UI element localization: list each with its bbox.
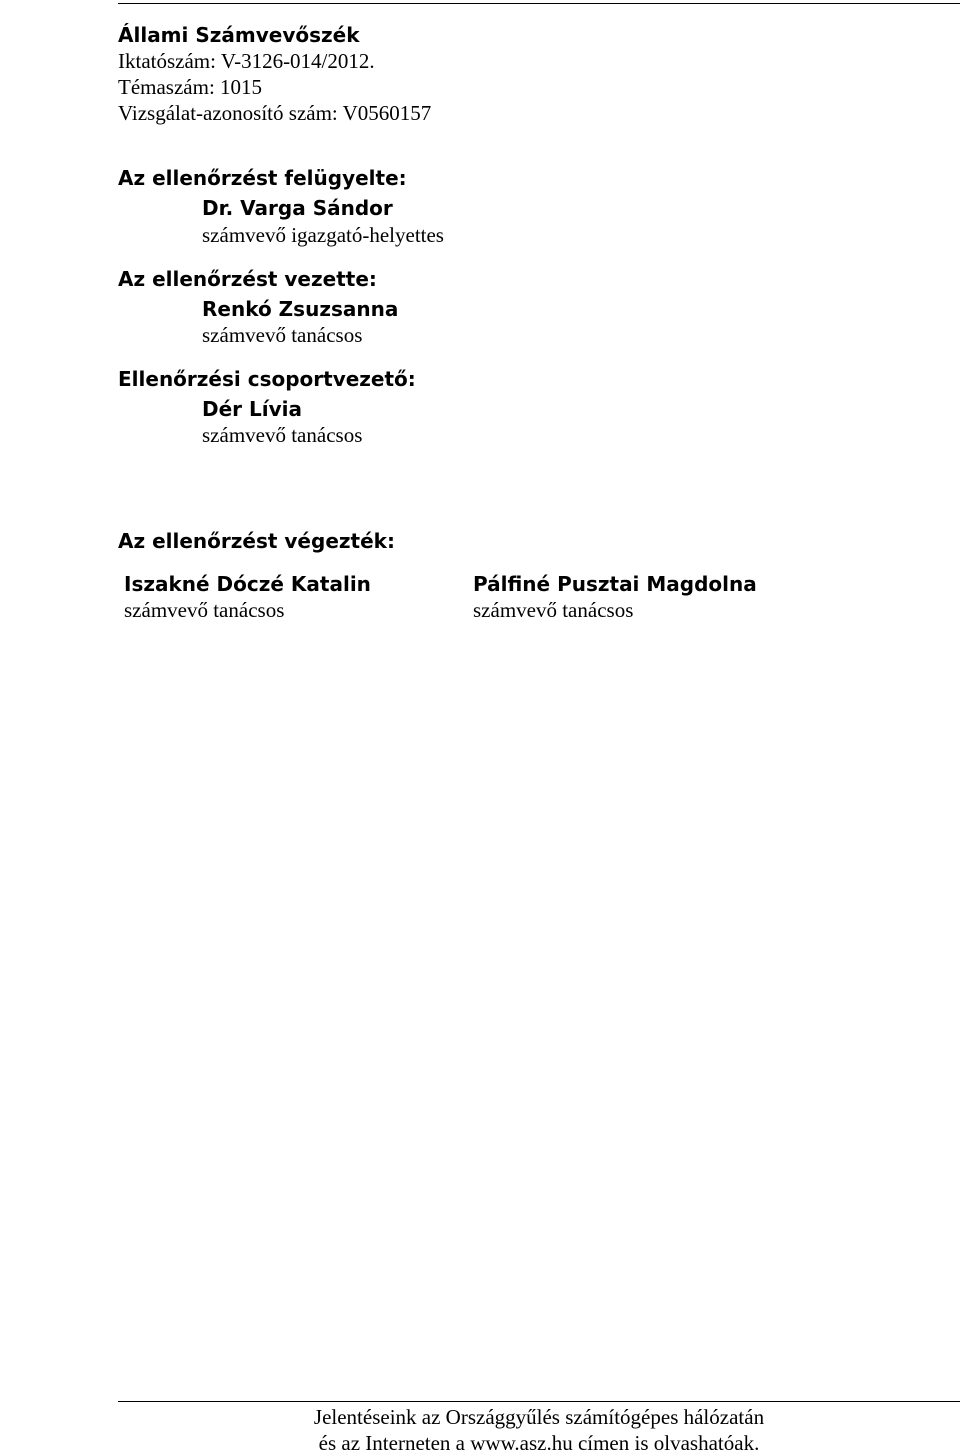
group-leader-name: Dér Lívia bbox=[202, 397, 302, 421]
footer-divider bbox=[118, 1401, 960, 1402]
footer bbox=[118, 1404, 960, 1456]
auditor-1-name: Iszakné Dóczé Katalin bbox=[124, 572, 371, 596]
leader-name: Renkó Zsuzsanna bbox=[202, 297, 399, 321]
group-leader-title: számvevő tanácsos bbox=[202, 423, 363, 447]
organization-name: Állami Számvevőszék bbox=[118, 23, 360, 47]
audit-id: Vizsgálat-azonosító szám: V0560157 bbox=[118, 101, 432, 125]
topic-number: Témaszám: 1015 bbox=[118, 75, 263, 99]
supervisor-title: számvevő igazgató-helyettes bbox=[202, 223, 444, 247]
footer-line-2: és az Interneten a www.asz.hu címen is olvashatóak. bbox=[318, 1431, 760, 1455]
auditor-2-title: számvevő tanácsos bbox=[473, 598, 634, 622]
led-label: Az ellenőrzést vezette: bbox=[118, 267, 377, 291]
footer-line-1: Jelentéseink az Országgyűlés számítógépes hálózatán bbox=[313, 1405, 765, 1429]
auditor-2-name: Pálfiné Pusztai Magdolna bbox=[473, 572, 757, 596]
group-leader-label: Ellenőrzési csoportvezető: bbox=[118, 367, 416, 391]
supervisor-name: Dr. Varga Sándor bbox=[202, 196, 393, 220]
supervised-label: Az ellenőrzést felügyelte: bbox=[118, 166, 407, 190]
auditor-1-title: számvevő tanácsos bbox=[124, 598, 285, 622]
performed-label: Az ellenőrzést végezték: bbox=[118, 529, 395, 553]
leader-title: számvevő tanácsos bbox=[202, 323, 363, 347]
top-divider bbox=[118, 3, 960, 4]
file-number: Iktatószám: V-3126-014/2012. bbox=[118, 49, 375, 73]
